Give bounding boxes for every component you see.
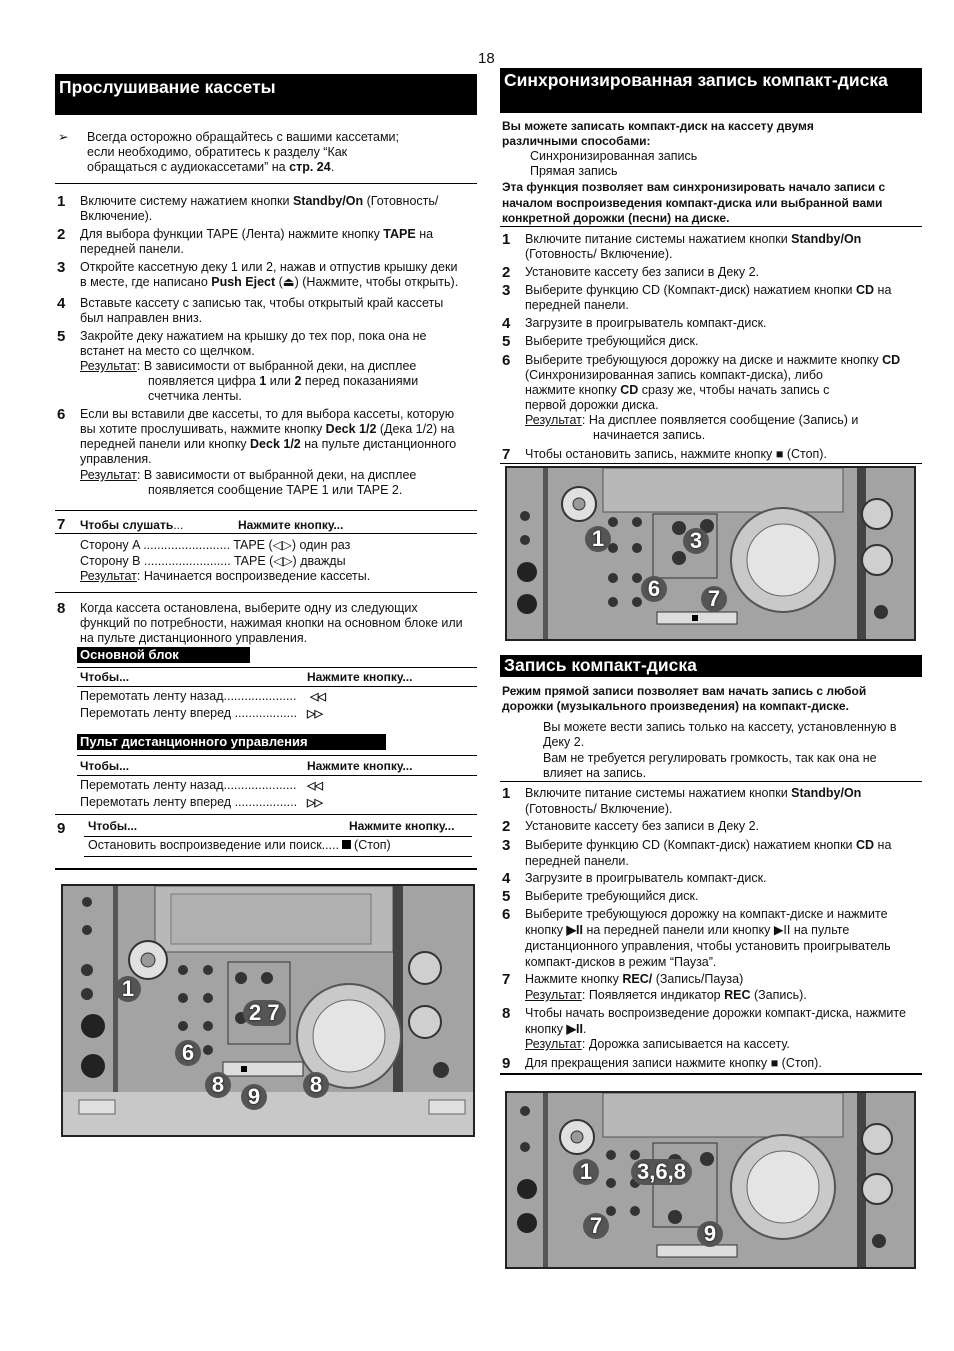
- step-number: 6: [502, 352, 511, 369]
- rewind-icon: ◁◁: [310, 691, 325, 703]
- step-text-line: кнопку ▶II.: [525, 1022, 587, 1036]
- step-number: 3: [57, 259, 66, 276]
- step5-result-line3: счетчика ленты.: [148, 389, 242, 403]
- step-text-line: Закройте деку нажатием на крышку до тех пор, пока она не: [80, 329, 427, 343]
- callout-6: 6: [641, 576, 667, 602]
- step-text-line: Загрузите в проигрыватель компакт-диск.: [525, 871, 767, 885]
- divider: [55, 592, 477, 593]
- step-text-line: (Готовность/ Включение).: [525, 802, 673, 816]
- note-line-1: Всегда осторожно обращайтесь с вашими кассетами;: [87, 130, 400, 144]
- step-number: 5: [502, 888, 511, 905]
- callout-2-7: 2 7: [243, 1000, 286, 1026]
- intro-bold-line: дорожки (музыкального произведения) на компакт-диске.: [502, 699, 849, 713]
- divider: [500, 226, 922, 227]
- callout-3: 3: [683, 528, 709, 554]
- step-text-line: Откройте кассетную деку 1 или 2, нажав и отпустив крышку деки: [80, 260, 458, 274]
- step7-row: Сторону A ......................... TAPE (◁▷) один раз: [80, 538, 351, 552]
- divider: [77, 755, 477, 756]
- callout-9: 9: [241, 1084, 267, 1110]
- step7-row: Сторону B ......................... TAPE (◁▷) дважды: [80, 554, 346, 568]
- divider: [77, 686, 477, 687]
- note-line-3: обращаться с аудиокассетами” на стр. 24.: [87, 160, 335, 174]
- step-number: 2: [502, 818, 511, 835]
- callout-7: 7: [701, 586, 727, 612]
- step-number: 5: [57, 328, 66, 345]
- step8-line: Когда кассета остановлена, выберите одну из следующих: [80, 601, 418, 615]
- step9-col2: Нажмите кнопку...: [349, 819, 455, 833]
- step-text-line: передней панели.: [525, 298, 629, 312]
- callout-7: 7: [583, 1213, 609, 1239]
- step-text-line: компакт-дисков в режим “Пауза”.: [525, 955, 717, 969]
- step-number: 3: [502, 837, 511, 854]
- stop-icon: [342, 840, 351, 849]
- step-number: 1: [502, 785, 511, 802]
- sync-step6-result: Результат: На дисплее появляется сообщение (Запись) и: [525, 413, 859, 427]
- callout-1: 1: [585, 526, 611, 552]
- step-text-line: в месте, где написано Push Eject (⏏) (Нажмите, чтобы открыть).: [80, 275, 459, 289]
- note-line: Деку 2.: [543, 735, 585, 749]
- step8-line: функций по потребности, нажимая кнопки на основном блоке или: [80, 616, 463, 630]
- step-text-line: Включите систему нажатием кнопки Standby/On (Готовность/: [80, 194, 439, 208]
- divider: [55, 814, 477, 815]
- step-number: 6: [502, 906, 511, 923]
- step-number: 4: [502, 315, 511, 332]
- step-text-line: Загрузите в проигрыватель компакт-диск.: [525, 316, 767, 330]
- rewind-row: Перемотать ленту назад.....................: [80, 689, 297, 703]
- remote-rewind-row: Перемотать ленту назад.....................: [80, 778, 297, 792]
- intro-bold-line: Режим прямой записи позволяет вам начать запись с любой: [502, 684, 867, 698]
- step-number: 4: [57, 295, 66, 312]
- step-text-line: передней панели.: [80, 242, 184, 256]
- section-title-cassette: Прослушивание кассеты: [55, 74, 477, 115]
- step-number: 7: [502, 446, 511, 463]
- step9-col1: Чтобы...: [88, 819, 138, 833]
- section-title-sync-record: Синхронизированная запись компакт-диска: [500, 68, 922, 113]
- divider: [77, 667, 477, 668]
- main-unit-header: Основной блок: [77, 647, 250, 663]
- step-text-line: Выберите функцию CD (Компакт-диск) нажатием кнопки CD на: [525, 283, 892, 297]
- step-number: 8: [502, 1005, 511, 1022]
- device-panel-image-direct: [505, 1091, 916, 1269]
- step-text-line: передней панели.: [525, 854, 629, 868]
- step-number: 2: [502, 264, 511, 281]
- note-line: влияет на запись.: [543, 766, 647, 780]
- note-line: Вы можете вести запись только на кассету, установленную в: [543, 720, 897, 734]
- step-text-line: дистанционного управления, чтобы установить проигрыватель: [525, 939, 891, 953]
- step-text-line: (Готовность/ Включение).: [525, 247, 673, 261]
- step-text-line: Выберите требующуюся дорожку на компакт-диске и нажмите: [525, 907, 888, 921]
- step8-result: Результат: Дорожка записывается на кассету.: [525, 1037, 790, 1051]
- step-text-line: Установите кассету без записи в Деку 2.: [525, 819, 760, 833]
- divider: [84, 856, 472, 857]
- step-number: 5: [502, 333, 511, 350]
- callout-3-6-8: 3,6,8: [631, 1159, 692, 1185]
- step-number: 9: [57, 820, 66, 837]
- divider: [500, 781, 922, 782]
- callout-9: 9: [697, 1221, 723, 1247]
- step-number: 7: [502, 971, 511, 988]
- divider: [55, 533, 477, 534]
- callout-6: 6: [175, 1040, 201, 1066]
- method-item: Синхронизированная запись: [530, 149, 698, 163]
- step-text-line: управления.: [80, 452, 152, 466]
- fast-forward-icon: ▷▷: [307, 708, 322, 720]
- step-text-line: Включите питание системы нажатием кнопки Standby/On: [525, 232, 862, 246]
- step-text-line: Установите кассету без записи в Деку 2.: [525, 265, 760, 279]
- step-text-line: Чтобы остановить запись, нажмите кнопку ■ (Стоп).: [525, 447, 827, 461]
- step-number: 1: [502, 231, 511, 248]
- step-text-line: Для прекращения записи нажмите кнопку ■ (Стоп).: [525, 1056, 822, 1070]
- rewind-icon: ◁◁: [307, 780, 322, 792]
- step-number: 1: [57, 193, 66, 210]
- divider: [500, 1073, 922, 1075]
- step-text-line: (Синхронизированная запись компакт-диска), либо: [525, 368, 823, 382]
- step-text-line: передней панели или кнопку Deck 1/2 на пульте дистанционного: [80, 437, 457, 451]
- step5-result: Результат: В зависимости от выбранной деки, на дисплее: [80, 359, 417, 373]
- divider: [55, 510, 477, 511]
- divider: [500, 463, 922, 464]
- step-number: 4: [502, 870, 511, 887]
- sync-step6-result-line2: начинается запись.: [593, 428, 706, 442]
- forward-row: Перемотать ленту вперед ..................: [80, 706, 298, 720]
- step-number: 8: [57, 600, 66, 617]
- callout-8: 8: [205, 1072, 231, 1098]
- intro-bold-line: Эта функция позволяет вам синхронизировать начало записи с: [502, 180, 886, 194]
- section-title-direct-record: Запись компакт-диска: [500, 655, 922, 677]
- intro-bold-line: началом воспроизведения компакт-диска или выбранной вами: [502, 196, 883, 210]
- divider: [55, 183, 477, 184]
- callout-1: 1: [115, 976, 141, 1002]
- step-number: 9: [502, 1055, 511, 1072]
- intro-bold-line: различными способами:: [502, 134, 651, 148]
- step-text-line: Выберите требующуюся дорожку на диске и нажмите кнопку CD: [525, 353, 901, 367]
- step-number: 6: [57, 406, 66, 423]
- intro-bold-line: конкретной дорожки (песни) на диске.: [502, 211, 730, 225]
- step-number: 3: [502, 282, 511, 299]
- intro-bold-line: Вы можете записать компакт-диск на кассету двумя: [502, 119, 814, 133]
- step-text-line: Выберите требующийся диск.: [525, 334, 699, 348]
- stop-row: Остановить воспроизведение или поиск..... (Стоп): [88, 838, 391, 852]
- divider: [84, 836, 472, 837]
- step-text-line: был направлен вниз.: [80, 311, 203, 325]
- step-text-line: Включение).: [80, 209, 153, 223]
- divider: [77, 775, 477, 776]
- step-text-line: Вставьте кассету с записью так, чтобы открытый край кассеты: [80, 296, 444, 310]
- step7-col1: Чтобы слушать...: [80, 518, 184, 532]
- fast-forward-icon: ▷▷: [307, 797, 322, 809]
- remote-col2: Нажмите кнопку...: [307, 759, 413, 773]
- page-number: 18: [478, 50, 495, 67]
- step-number: 2: [57, 226, 66, 243]
- step-text-line: Выберите требующийся диск.: [525, 889, 699, 903]
- step7-result: Результат: Появляется индикатор REC (Запись).: [525, 988, 807, 1002]
- callout-1: 1: [573, 1159, 599, 1185]
- remote-forward-row: Перемотать ленту вперед ..................: [80, 795, 298, 809]
- step-number: 7: [57, 516, 66, 533]
- step7-result: Результат: Начинается воспроизведение кассеты.: [80, 569, 371, 583]
- divider: [55, 868, 477, 870]
- step-text-line: Если вы вставили две кассеты, то для выбора кассеты, которую: [80, 407, 455, 421]
- note-arrow: ➢: [58, 130, 69, 144]
- note-line: Вам не требуется регулировать громкость, так как она не: [543, 751, 877, 765]
- step7-col2: Нажмите кнопку...: [238, 518, 344, 532]
- step6-result-line2: появляется сообщение TAPE 1 или TAPE 2.: [148, 483, 403, 497]
- remote-col1: Чтобы...: [80, 759, 130, 773]
- step-text-line: вы хотите прослушивать, нажмите кнопку Deck 1/2 (Дека 1/2) на: [80, 422, 455, 436]
- step8-line: на пульте дистанционного управления.: [80, 631, 308, 645]
- step-text-line: встанет на место со щелчком.: [80, 344, 255, 358]
- step-text-line: Чтобы начать воспроизведение дорожки компакт-диска, нажмите: [525, 1006, 906, 1020]
- method-item: Прямая запись: [530, 164, 618, 178]
- device-panel-image-sync: [505, 466, 916, 641]
- device-panel-image-tape: [61, 884, 475, 1137]
- step6-result: Результат: В зависимости от выбранной деки, на дисплее: [80, 468, 417, 482]
- step-text-line: Включите питание системы нажатием кнопки Standby/On: [525, 786, 862, 800]
- remote-header: Пульт дистанционного управления: [77, 734, 386, 750]
- step-text-line: Для выбора функции TAPE (Лента) нажмите кнопку TAPE на: [80, 227, 434, 241]
- step-text-line: нажмите кнопку CD сразу же, чтобы начать запись с: [525, 383, 830, 397]
- main-unit-col1: Чтобы...: [80, 670, 130, 684]
- step-text-line: Выберите функцию CD (Компакт-диск) нажатием кнопки CD на: [525, 838, 892, 852]
- step5-result-line2: появляется цифра 1 или 2 перед показаниями: [148, 374, 419, 388]
- step-text-line: первой дорожки диска.: [525, 398, 659, 412]
- step-text-line: Нажмите кнопку REC/ (Запись/Пауза): [525, 972, 744, 986]
- note-line-2: если необходимо, обратитесь к разделу “Как: [87, 145, 348, 159]
- callout-8: 8: [303, 1072, 329, 1098]
- main-unit-col2: Нажмите кнопку...: [307, 670, 413, 684]
- step-text-line: кнопку ▶II на передней панели или кнопку ▶II на пульте: [525, 923, 850, 937]
